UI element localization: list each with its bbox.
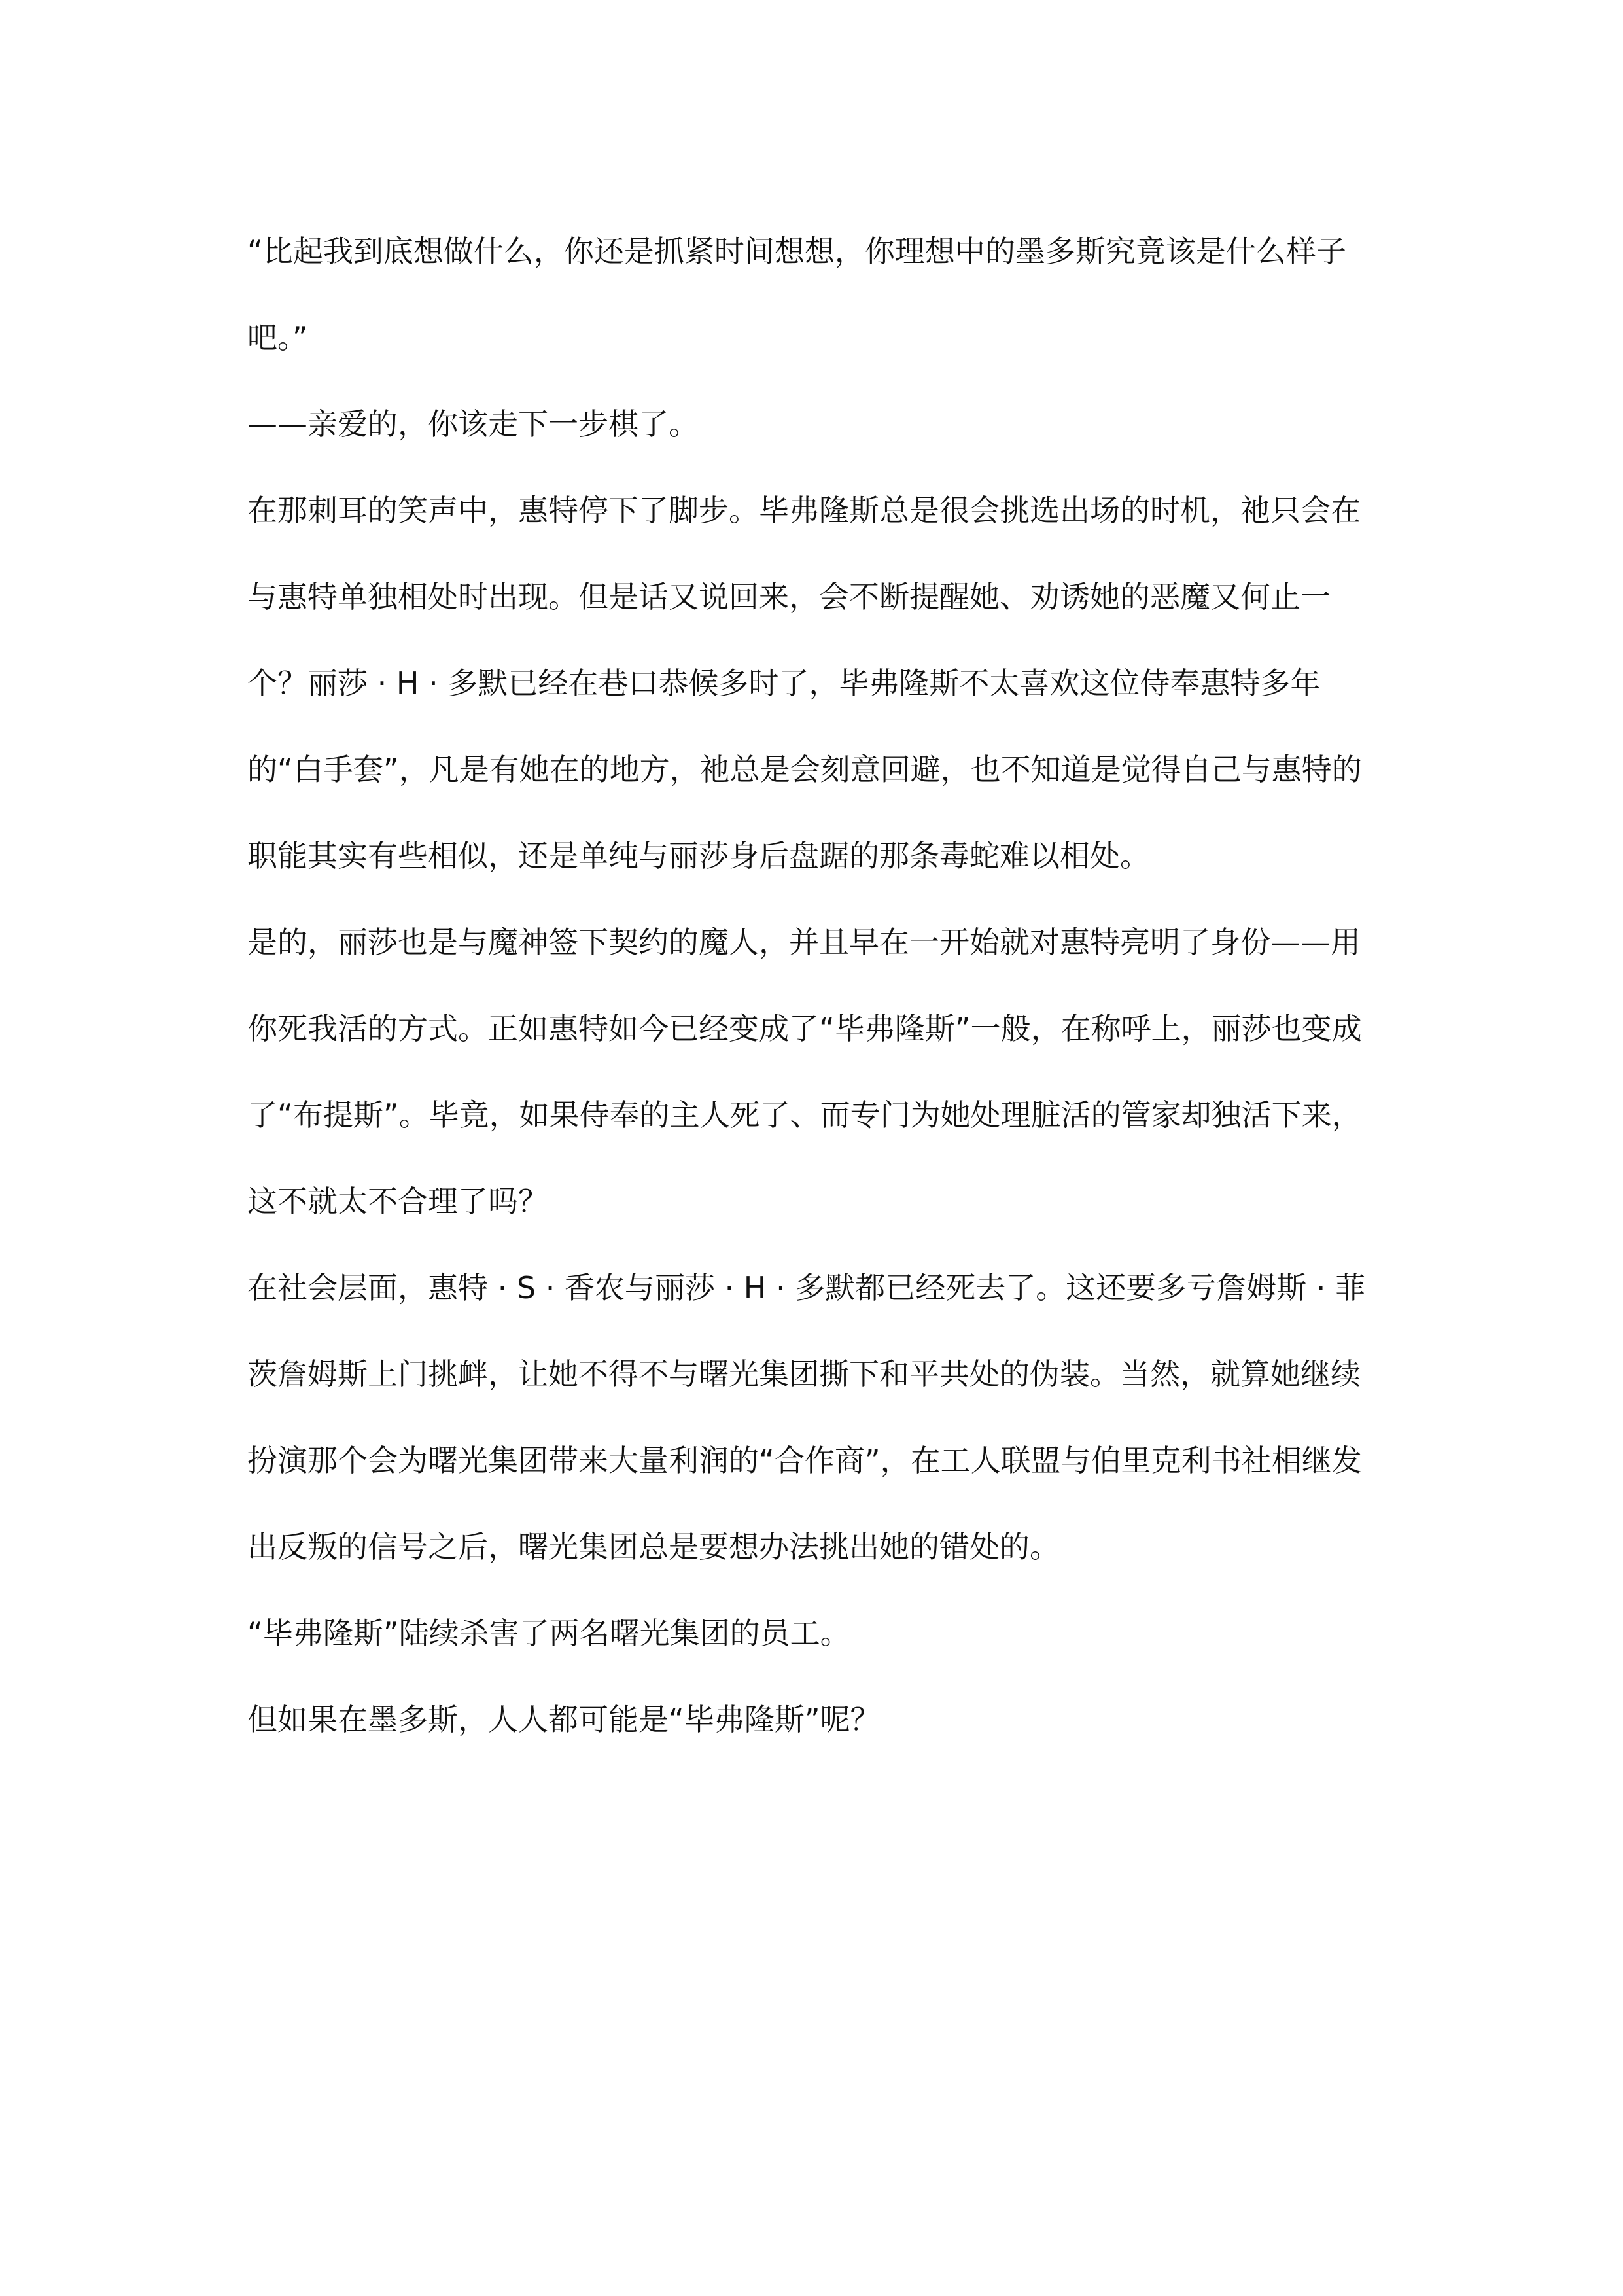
paragraph-2: ——亲爱的，你该走下一步棋了。 bbox=[247, 406, 699, 442]
document-body bbox=[247, 208, 1386, 1763]
paragraph-3: 在那刺耳的笑声中，惠特停下了脚步。毕弗隆斯总是很会挑选出场的时机，祂只会在与惠特单独相处时出现。但是话又说回来，会不断提醒她、劝诱她的恶魔又何止一个？丽莎 · H · 多默已经在巷口恭候多时了，毕弗隆斯不太喜欢这位侍奉惠特多年的“白手套”，凡是有她在的地方，祂总是会刻意回避，也不知道是觉得自己与惠特的职能其实有些相似，还是单纯与丽莎身后盘踞的那条毒蛇难以相处。 bbox=[247, 493, 1362, 874]
paragraph-1: “比起我到底想做什么，你还是抓紧时间想想，你理想中的墨多斯究竟该是什么样子吧。” bbox=[247, 234, 1346, 355]
paragraph-7: 但如果在墨多斯，人人都可能是“毕弗隆斯”呢？ bbox=[247, 1702, 881, 1737]
paragraph-5: 在社会层面，惠特 · S · 香农与丽莎 · H · 多默都已经死去了。这还要多亏詹姆斯 · 菲茨詹姆斯上门挑衅，让她不得不与曙光集团撕下和平共处的伪装。当然，就算她继续扮演那个会为曙光集团带来大量利润的“合作商”，在工人联盟与伯里克利书社相继发出反叛的信号之后，曙光集团总是要想办法挑出她的错处的。 bbox=[247, 1270, 1366, 1564]
paragraph-4: 是的，丽莎也是与魔神签下契约的魔人，并且早在一开始就对惠特亮明了身份——用你死我活的方式。正如惠特如今已经变成了“毕弗隆斯”一般，在称呼上，丽莎也变成了“布提斯”。毕竟，如果侍奉的主人死了、而专门为她处理脏活的管家却独活下来，这不就太不合理了吗？ bbox=[247, 925, 1362, 1219]
paragraph-6: “毕弗隆斯”陆续杀害了两名曙光集团的员工。 bbox=[247, 1616, 850, 1651]
